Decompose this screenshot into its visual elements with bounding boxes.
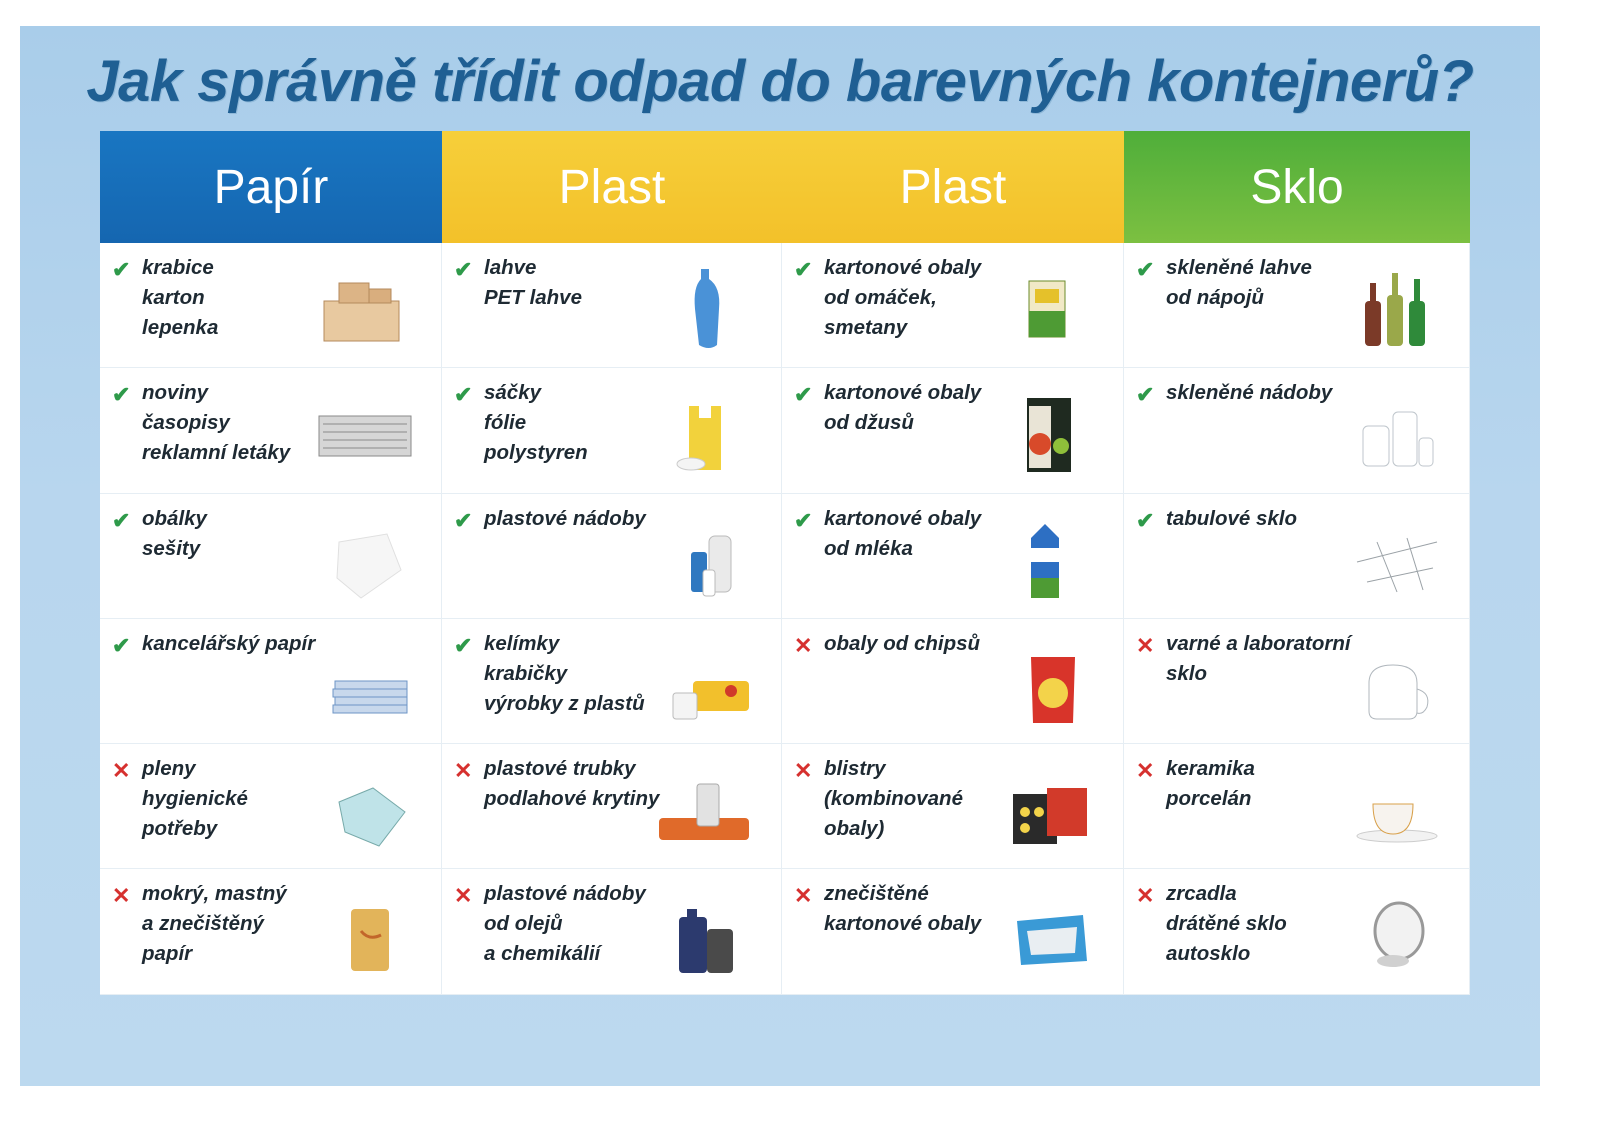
cross-icon: ✕ xyxy=(794,758,813,784)
item-line: obálky xyxy=(142,506,207,530)
check-icon: ✔ xyxy=(454,507,473,533)
item-text xyxy=(484,754,674,814)
newspapers-icon xyxy=(309,386,419,476)
item-text xyxy=(142,879,332,969)
item-text xyxy=(142,378,332,468)
item-line: papír xyxy=(142,942,193,966)
cross-icon: ✕ xyxy=(112,883,131,909)
item-line: lahve xyxy=(484,256,537,279)
item-line: potřeby xyxy=(142,817,218,841)
table-cell xyxy=(1124,243,1470,368)
item-text xyxy=(1166,378,1356,408)
cross-icon: ✕ xyxy=(454,883,473,909)
table-cell xyxy=(442,744,782,869)
item-line: od džusů xyxy=(824,411,914,435)
glass-teapot-icon xyxy=(1337,637,1447,727)
item-line: obaly) xyxy=(824,817,885,841)
table-cell xyxy=(1124,869,1470,994)
table-cell xyxy=(782,494,1124,619)
header-plastic-carton: Plast xyxy=(782,131,1124,243)
item-line: reklamní letáky xyxy=(142,441,291,465)
item-text xyxy=(824,629,1014,659)
item-text xyxy=(142,504,332,564)
item-line: kelímky xyxy=(484,631,560,655)
item-line: keramika xyxy=(1166,757,1255,781)
item-line: drátěné sklo xyxy=(1166,912,1287,936)
item-line: výrobky z plastů xyxy=(484,691,645,715)
check-icon: ✔ xyxy=(112,382,131,408)
item-line: polystyren xyxy=(484,441,588,465)
table-cell xyxy=(442,368,782,493)
check-icon: ✔ xyxy=(112,507,131,533)
diaper-icon xyxy=(309,762,419,852)
item-line: karton xyxy=(142,286,205,309)
cross-icon: ✕ xyxy=(454,758,473,784)
item-line: hygienické xyxy=(142,787,248,811)
table-cell xyxy=(782,744,1124,869)
item-line: (kombinované xyxy=(824,787,963,811)
glass-bottles-icon xyxy=(1337,261,1447,351)
item-line: smetany xyxy=(824,316,908,339)
item-line: podlahové krytiny xyxy=(484,787,660,811)
item-line: od nápojů xyxy=(1166,286,1264,309)
item-line: od olejů xyxy=(484,912,563,936)
item-line: sáčky xyxy=(484,381,542,405)
table-cell xyxy=(1124,368,1470,493)
item-line: časopisy xyxy=(142,411,230,435)
item-line: kartonové obaly xyxy=(824,506,982,530)
plastic-pipes-icon xyxy=(649,762,759,852)
item-line: porcelán xyxy=(1166,787,1252,811)
item-line: sešity xyxy=(142,536,201,560)
plastic-containers-icon xyxy=(649,512,759,602)
table-cell xyxy=(100,744,442,869)
table-cell xyxy=(782,368,1124,493)
item-text xyxy=(824,754,1014,844)
item-line: obaly od chipsů xyxy=(824,631,981,655)
table-cell xyxy=(1124,494,1470,619)
cross-icon: ✕ xyxy=(112,758,131,784)
check-icon: ✔ xyxy=(112,632,131,658)
item-text xyxy=(484,879,674,969)
item-line: od mléka xyxy=(824,536,913,560)
item-line: blistry xyxy=(824,757,886,781)
table-cell xyxy=(442,243,782,368)
item-text xyxy=(1166,253,1356,313)
glass-jars-icon xyxy=(1337,386,1447,476)
item-line: autosklo xyxy=(1166,942,1251,966)
item-line: tabulové sklo xyxy=(1166,506,1298,530)
header-glass: Sklo xyxy=(1124,131,1470,243)
cross-icon: ✕ xyxy=(1136,883,1155,909)
porcelain-cup-icon xyxy=(1337,762,1447,852)
item-line: noviny xyxy=(142,381,209,405)
item-line: plastové trubky xyxy=(484,757,636,781)
item-text xyxy=(142,754,332,844)
item-text xyxy=(824,879,1014,939)
header-paper: Papír xyxy=(100,131,442,243)
table-cell xyxy=(782,869,1124,994)
item-line: kartonové obaly xyxy=(824,912,982,936)
item-text xyxy=(824,253,1014,343)
item-line: plastové nádoby xyxy=(484,882,646,906)
item-text xyxy=(484,378,674,468)
item-line: kartonové obaly xyxy=(824,381,982,405)
item-line: sklo xyxy=(1166,661,1208,685)
check-icon: ✔ xyxy=(112,257,131,282)
chips-bag-icon xyxy=(991,637,1101,727)
cross-icon: ✕ xyxy=(794,883,813,909)
item-line: varné a laboratorní xyxy=(1166,631,1351,655)
table-cell xyxy=(1124,619,1470,744)
item-line: kancelářský papír xyxy=(142,631,316,655)
item-line: kartonové obaly xyxy=(824,256,982,279)
item-text xyxy=(484,629,674,719)
item-line: mokrý, mastný xyxy=(142,882,287,906)
item-text xyxy=(484,504,674,534)
table-cell xyxy=(100,368,442,493)
mirror-icon xyxy=(1337,887,1447,977)
check-icon: ✔ xyxy=(1136,507,1155,533)
item-line: krabice xyxy=(142,256,214,279)
check-icon: ✔ xyxy=(794,257,813,282)
item-text xyxy=(1166,754,1356,814)
header-plastic: Plast xyxy=(442,131,782,243)
item-line: od omáček, xyxy=(824,286,937,309)
table-cell xyxy=(100,869,442,994)
check-icon: ✔ xyxy=(1136,257,1155,282)
check-icon: ✔ xyxy=(454,632,473,658)
sauce-carton-icon xyxy=(991,261,1101,351)
page-title: Jak správně třídit odpad do barevných kontejnerů? xyxy=(86,49,1474,114)
check-icon: ✔ xyxy=(454,382,473,408)
blister-pack-icon xyxy=(991,762,1101,852)
plastic-cups-icon xyxy=(649,637,759,727)
item-line: a chemikálií xyxy=(484,942,601,966)
cross-icon: ✕ xyxy=(1136,758,1155,784)
table-cell xyxy=(442,494,782,619)
milk-carton-icon xyxy=(991,512,1101,602)
item-text xyxy=(484,253,674,313)
item-line: plastové nádoby xyxy=(484,506,646,530)
table-cell xyxy=(782,619,1124,744)
item-text xyxy=(1166,879,1356,969)
juice-carton-icon xyxy=(991,386,1101,476)
cross-icon: ✕ xyxy=(794,632,813,658)
item-line: skleněné lahve xyxy=(1166,256,1312,279)
item-line: pleny xyxy=(142,757,196,781)
item-line: PET lahve xyxy=(484,286,582,309)
table-cell xyxy=(442,619,782,744)
item-line: znečištěné xyxy=(824,882,929,906)
cardboard-boxes-icon xyxy=(309,261,419,351)
item-text xyxy=(824,504,1014,564)
item-line: lepenka xyxy=(142,316,219,339)
check-icon: ✔ xyxy=(1136,382,1155,408)
item-text xyxy=(142,253,332,343)
broken-glass-icon xyxy=(1337,512,1447,602)
oil-canisters-icon xyxy=(649,887,759,977)
item-text xyxy=(1166,629,1356,689)
table-cell xyxy=(100,243,442,368)
item-text xyxy=(142,629,332,659)
plastic-bag-icon xyxy=(649,386,759,476)
table-cell xyxy=(782,243,1124,368)
check-icon: ✔ xyxy=(794,507,813,533)
poster xyxy=(20,26,1540,1086)
office-paper-icon xyxy=(309,637,419,727)
table-cell xyxy=(1124,744,1470,869)
item-text xyxy=(824,378,1014,438)
table-cell xyxy=(100,494,442,619)
table-cell xyxy=(100,619,442,744)
envelope-icon xyxy=(309,512,419,602)
table-cell xyxy=(442,869,782,994)
item-text xyxy=(1166,504,1356,534)
item-line: skleněné nádoby xyxy=(1166,381,1333,405)
item-line: fólie xyxy=(484,411,527,435)
item-line: krabičky xyxy=(484,661,568,685)
sorting-table xyxy=(100,131,1470,995)
pet-bottle-icon xyxy=(649,261,759,351)
item-line: zrcadla xyxy=(1166,882,1237,906)
item-line: a znečištěný xyxy=(142,912,264,936)
greasy-paper-bag-icon xyxy=(309,887,419,977)
cross-icon: ✕ xyxy=(1136,632,1155,658)
check-icon: ✔ xyxy=(794,382,813,408)
check-icon: ✔ xyxy=(454,257,473,282)
dirty-carton-icon xyxy=(991,887,1101,977)
